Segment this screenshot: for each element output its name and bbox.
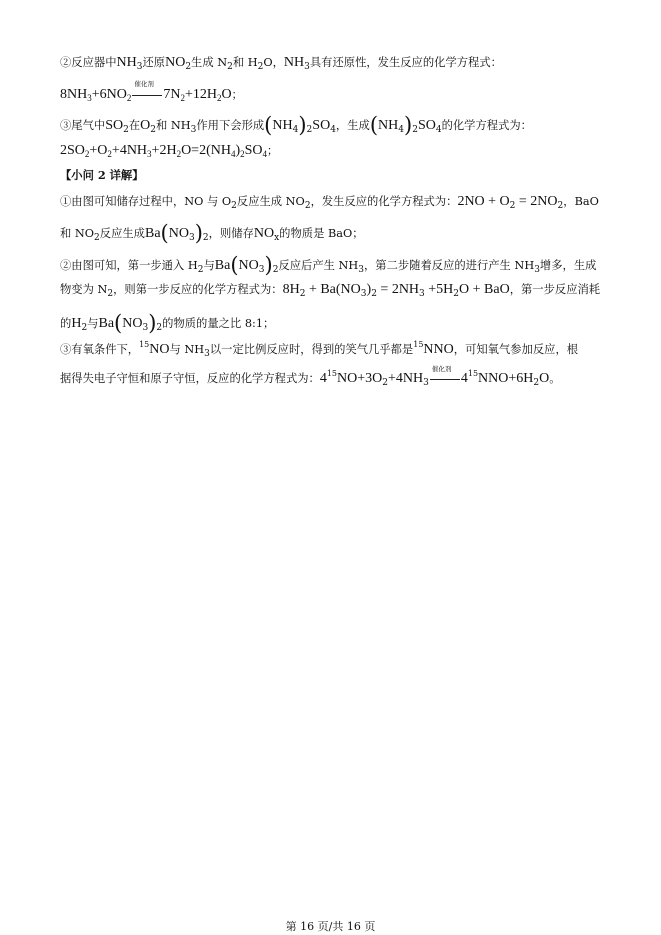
formula: Ba bbox=[98, 316, 115, 331]
subscript: 2 bbox=[240, 149, 245, 159]
equation-1 bbox=[60, 81, 243, 103]
subscript: 2 bbox=[185, 62, 192, 72]
text: ，则第一步反应的化学方程式为： bbox=[113, 283, 283, 296]
text: ②反应器中 bbox=[60, 56, 117, 69]
subscript: 2 bbox=[231, 201, 237, 211]
section-heading bbox=[60, 170, 144, 181]
formula: 8NH bbox=[60, 87, 88, 102]
formula: ) bbox=[366, 282, 372, 297]
text: 和 NO bbox=[60, 227, 95, 240]
text: ，发生反应的化学方程式为： bbox=[310, 195, 458, 208]
formula: NH bbox=[378, 118, 399, 133]
paren-close: ) bbox=[298, 113, 307, 137]
paragraph-storage bbox=[60, 195, 599, 211]
formula: 2SO bbox=[60, 143, 85, 158]
formula: Ba bbox=[144, 226, 161, 241]
subscript: 2 bbox=[371, 289, 377, 299]
formula: 4 bbox=[319, 371, 327, 386]
formula: 7N bbox=[163, 87, 181, 102]
paragraph-oxygen bbox=[60, 341, 578, 359]
subscript: x bbox=[274, 233, 280, 243]
subscript: 4 bbox=[398, 125, 404, 135]
text: 与 NH bbox=[169, 343, 205, 356]
subscript: 2 bbox=[509, 201, 516, 211]
paragraph-step-one bbox=[60, 255, 596, 276]
subscript: 2 bbox=[453, 289, 460, 299]
formula: O bbox=[221, 87, 232, 102]
text: ，第二步随着反应的进行产生 NH bbox=[363, 259, 535, 272]
text: ，则储存 bbox=[208, 227, 254, 240]
formula: NNO bbox=[423, 342, 454, 357]
paren-open: ( bbox=[230, 253, 239, 277]
formula: SO bbox=[105, 118, 124, 133]
subscript: 2 bbox=[176, 149, 182, 159]
text: ②由图可知，第一步通入 H bbox=[60, 259, 198, 272]
text: O， bbox=[263, 56, 284, 69]
text: ，生成 bbox=[335, 119, 370, 132]
subscript: 3 bbox=[147, 149, 152, 159]
subscript: 2 bbox=[126, 93, 132, 103]
formula: = 2NO bbox=[515, 194, 558, 209]
text: 反应生成 NO bbox=[236, 195, 305, 208]
text: ①由图可知储存过程中，NO 与 O bbox=[60, 195, 232, 208]
paragraph-step-one-cont bbox=[60, 283, 600, 299]
formula: O=2(NH bbox=[181, 143, 231, 158]
paren-close: ) bbox=[404, 113, 413, 137]
paren-open: ( bbox=[114, 311, 123, 335]
subscript: 3 bbox=[360, 289, 367, 299]
formula: SO bbox=[312, 118, 331, 133]
subscript: 3 bbox=[204, 349, 210, 359]
text: 以一定比例反应时，得到的笑气几乎都是 bbox=[209, 343, 414, 356]
paren-open: ( bbox=[160, 221, 169, 245]
text: ，第一步反应消耗 bbox=[509, 283, 601, 296]
arrow-line bbox=[132, 95, 162, 96]
superscript: 15 bbox=[326, 369, 338, 378]
catalyst-label: 催化剂 bbox=[134, 81, 154, 88]
text: 和 H bbox=[232, 56, 258, 69]
formula: ) bbox=[235, 143, 241, 158]
subscript: 3 bbox=[87, 93, 92, 103]
text: 反应后产生 NH bbox=[278, 259, 359, 272]
formula: 4 bbox=[460, 371, 468, 386]
subscript: 2 bbox=[217, 93, 222, 103]
subscript: 2 bbox=[180, 93, 185, 103]
text: 与 bbox=[203, 259, 215, 272]
subscript: 3 bbox=[304, 62, 310, 72]
catalyst-label: 催化剂 bbox=[431, 365, 452, 373]
text: ③有氧条件下， bbox=[60, 343, 140, 356]
subscript: 2 bbox=[84, 149, 90, 159]
text: ； bbox=[267, 145, 279, 157]
text: 与 bbox=[87, 317, 99, 330]
subscript: 2 bbox=[94, 233, 100, 243]
text: 在 bbox=[128, 119, 141, 132]
page-footer: 第 16 页/共 16 页 bbox=[285, 920, 376, 933]
formula: 8H bbox=[282, 282, 300, 297]
formula: +5H bbox=[424, 282, 454, 297]
subscript: 2 bbox=[107, 149, 112, 159]
subscript: 2 bbox=[156, 323, 163, 333]
subscript: 2 bbox=[306, 125, 313, 135]
text: 作用下会形成 bbox=[196, 119, 265, 132]
subscript: 2 bbox=[304, 201, 311, 211]
paragraph-storage-cont bbox=[60, 223, 364, 244]
subscript: 2 bbox=[299, 289, 306, 299]
formula: +4NH bbox=[111, 143, 148, 158]
text: 物变为 N bbox=[60, 283, 108, 296]
arrow-line bbox=[430, 379, 460, 380]
formula: NH bbox=[272, 118, 293, 133]
subscript: 3 bbox=[258, 265, 265, 275]
paren-close: ) bbox=[264, 253, 273, 277]
subscript: 4 bbox=[435, 125, 442, 135]
subscript: 3 bbox=[419, 289, 425, 299]
formula: NO bbox=[238, 258, 259, 273]
reaction-arrow bbox=[132, 81, 162, 100]
subscript: 4 bbox=[292, 125, 299, 135]
subscript: 2 bbox=[272, 265, 279, 275]
text: ，BaO bbox=[563, 195, 599, 208]
subscript: 2 bbox=[202, 233, 209, 243]
text: ，可知氧气参加反应，根 bbox=[453, 343, 579, 356]
paren-close: ) bbox=[194, 221, 203, 245]
heading-text: 【小问 2 详解】 bbox=[60, 168, 144, 182]
subscript: 2 bbox=[227, 62, 233, 72]
subscript: 2 bbox=[107, 289, 114, 299]
formula: O bbox=[140, 118, 151, 133]
paren-open: ( bbox=[264, 113, 273, 137]
subscript: 3 bbox=[188, 233, 195, 243]
formula: + Ba(NO bbox=[305, 282, 361, 297]
subscript: 3 bbox=[142, 323, 149, 333]
formula: SO bbox=[417, 118, 436, 133]
formula: NO bbox=[122, 316, 143, 331]
text: 具有还原性，发生反应的化学方程式： bbox=[309, 56, 502, 69]
formula: NO bbox=[149, 342, 170, 357]
formula: NO bbox=[165, 55, 186, 70]
subscript: 2 bbox=[197, 265, 204, 275]
paragraph-tail-gas bbox=[60, 115, 532, 136]
paren-open: ( bbox=[369, 113, 379, 137]
subscript: 3 bbox=[534, 265, 540, 275]
text: 还原 bbox=[142, 56, 166, 69]
subscript: 2 bbox=[81, 323, 88, 333]
subscript: 2 bbox=[123, 125, 129, 135]
formula: O bbox=[539, 371, 550, 386]
subscript: 3 bbox=[358, 265, 364, 275]
formula: +4NH bbox=[388, 371, 424, 386]
subscript: 2 bbox=[533, 378, 540, 388]
formula: NO bbox=[253, 226, 275, 241]
formula: +O bbox=[89, 143, 108, 158]
subscript: 2 bbox=[150, 125, 157, 135]
subscript: 2 bbox=[557, 201, 564, 211]
formula: O + BaO bbox=[459, 282, 510, 297]
superscript: 15 bbox=[139, 340, 150, 349]
formula: +2H bbox=[151, 143, 177, 158]
subscript: 3 bbox=[136, 62, 143, 72]
formula: +12H bbox=[184, 87, 217, 102]
text: 的物质的量之比 8:1； bbox=[162, 317, 275, 330]
formula: NO bbox=[168, 226, 189, 241]
paragraph-oxygen-cont bbox=[60, 365, 561, 388]
equation-2 bbox=[60, 144, 278, 159]
subscript: 2 bbox=[257, 62, 264, 72]
text: ； bbox=[231, 89, 243, 101]
formula: NH bbox=[283, 55, 305, 70]
formula: = 2NH bbox=[376, 282, 420, 297]
reaction-arrow bbox=[430, 365, 460, 384]
subscript: 3 bbox=[190, 125, 197, 135]
formula: NO+3O bbox=[337, 371, 383, 386]
formula: NH bbox=[116, 55, 137, 70]
formula: Ba bbox=[214, 258, 231, 273]
subscript: 4 bbox=[330, 125, 336, 135]
subscript: 3 bbox=[423, 378, 429, 388]
superscript: 15 bbox=[467, 369, 479, 378]
subscript: 4 bbox=[230, 149, 236, 159]
text: 生成 N bbox=[191, 56, 228, 69]
text: 增多，生成 bbox=[539, 259, 597, 272]
superscript: 15 bbox=[413, 340, 424, 349]
subscript: 2 bbox=[382, 378, 388, 388]
text: 的化学方程式为： bbox=[441, 119, 532, 132]
paren-close: ) bbox=[148, 311, 157, 335]
formula: 2NO + O bbox=[457, 194, 510, 209]
paragraph-reactor-nh3 bbox=[60, 56, 502, 72]
text: 据得失电子守恒和原子守恒，反应的化学方程式为： bbox=[60, 372, 320, 385]
formula: +6NO bbox=[91, 87, 127, 102]
formula: H bbox=[71, 316, 82, 331]
paragraph-ratio bbox=[60, 313, 274, 334]
text: 反应生成 bbox=[99, 227, 145, 240]
text: 和 NH bbox=[156, 119, 191, 132]
formula: SO bbox=[244, 143, 263, 158]
text: 的 bbox=[60, 317, 72, 330]
formula: NNO+6H bbox=[478, 371, 534, 386]
text: 。 bbox=[549, 372, 561, 385]
subscript: 2 bbox=[412, 125, 418, 135]
text: ③尾气中 bbox=[60, 119, 106, 132]
subscript: 4 bbox=[262, 149, 268, 159]
text: 的物质是 BaO； bbox=[279, 227, 364, 240]
